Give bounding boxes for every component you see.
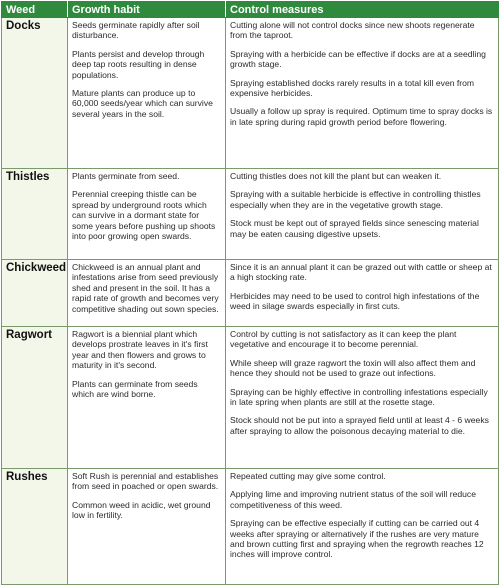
control-text: Spraying with a herbicide can be effective if docks are at a seedling growth stage.: [230, 48, 486, 70]
growth-text: Chickweed is an annual plant and infestations arise from seed previously shed and present in the soil. It has a rapid rate of growth and becomes very competitive shading out sown species.: [72, 262, 219, 314]
weed-control-table: [1, 1, 499, 585]
weed-name: Thistles: [2, 169, 68, 260]
control-text: Herbicides may need to be used to control high infestations of the weed in silage swards especially in first cuts.: [230, 290, 480, 312]
weed-control-sheet: [1, 1, 498, 582]
control-measures-cell: [226, 260, 499, 327]
control-text: Applying lime and improving nutrient status of the soil will reduce competitiveness of this weed.: [230, 489, 477, 510]
control-text: Stock should not be put into a sprayed field until at least 4 - 6 weeks after spraying to allow the poisonous decaying material to die.: [230, 415, 489, 436]
table-row: [2, 169, 499, 260]
table-row: [2, 469, 499, 585]
control-measures-cell: [226, 327, 499, 469]
growth-text: Plants germinate from seed.: [72, 171, 180, 181]
control-text: Spraying can be highly effective in controlling infestations especially in late spring when plants are still at the rosette stage.: [230, 386, 488, 408]
control-text: While sheep will graze ragwort the toxin will also affect them and hence they should not be used to graze out infections.: [230, 357, 476, 379]
growth-text: Mature plants can produce up to 60,000 seeds/year which can survive several years in the soil.: [72, 88, 213, 119]
weed-name: Ragwort: [2, 327, 68, 469]
weed-name: Docks: [2, 18, 68, 169]
growth-text: Plants persist and develop through deep tap roots resulting in dense populations.: [72, 48, 205, 80]
control-text: Cutting alone will not control docks since new shoots regenerate from the taproot.: [230, 20, 475, 41]
growth-habit-cell: [68, 169, 226, 260]
control-text: Stock must be kept out of sprayed fields since senescing material may be eaten causing digestive upsets.: [230, 218, 479, 239]
control-text: Usually a follow up spray is required. Optimum time to spray docks is in late spring during rapid growth period before flowering.: [230, 106, 493, 127]
control-text: Spraying established docks rarely results in a total kill even from expensive herbicides.: [230, 77, 475, 99]
control-measures-cell: [226, 169, 499, 260]
header-weed: Weed: [2, 2, 68, 18]
table-row: [2, 260, 499, 327]
control-text: Control by cutting is not satisfactory as it can keep the plant vegetative and encourage it to become perennial.: [230, 329, 457, 350]
growth-text: Ragwort is a biennial plant which develops prostrate leaves in it's first year and then flowers and grows to maturity in it's second.: [72, 329, 208, 371]
header-growth-habit: Growth habit: [68, 2, 226, 18]
growth-text: Soft Rush is perennial and establishes from seed in poached or open swards.: [72, 471, 219, 492]
table-row: [2, 327, 499, 469]
growth-habit-cell: [68, 469, 226, 585]
growth-text: Common weed in acidic, wet ground low in fertility.: [72, 499, 211, 521]
growth-habit-cell: [68, 18, 226, 169]
growth-text: Plants can germinate from seeds which are wind borne.: [72, 378, 198, 400]
control-text: Spraying can be effective especially if cutting can be carried out 4 weeks after spraying or alternatively if the rushes are very mature and brown cutting first and spraying when the regrowth reaches 12 inches will improve control.: [230, 518, 484, 560]
control-text: Since it is an annual plant it can be grazed out with cattle or sheep at a high stocking rate.: [230, 262, 492, 283]
control-measures-cell: [226, 18, 499, 169]
control-text: Spraying with a suitable herbicide is effective in controlling thistles especially when they are in the vegetative growth stage.: [230, 189, 481, 210]
header-row: [2, 2, 499, 18]
growth-habit-cell: [68, 327, 226, 469]
header-control-measures: Control measures: [226, 2, 499, 18]
weed-name: Rushes: [2, 469, 68, 585]
growth-habit-cell: [68, 260, 226, 327]
control-measures-cell: [226, 469, 499, 585]
growth-text: Perennial creeping thistle can be spread by underground roots which can survive in a dormant state for some years before pushing up shoots into poor growing open swards.: [72, 189, 216, 242]
weed-name: Chickweed: [2, 260, 68, 327]
control-text: Repeated cutting may give some control.: [230, 471, 386, 481]
growth-text: Seeds germinate rapidly after soil disturbance.: [72, 20, 200, 41]
control-text: Cutting thistles does not kill the plant but can weaken it.: [230, 171, 442, 181]
table-row: [2, 18, 499, 169]
